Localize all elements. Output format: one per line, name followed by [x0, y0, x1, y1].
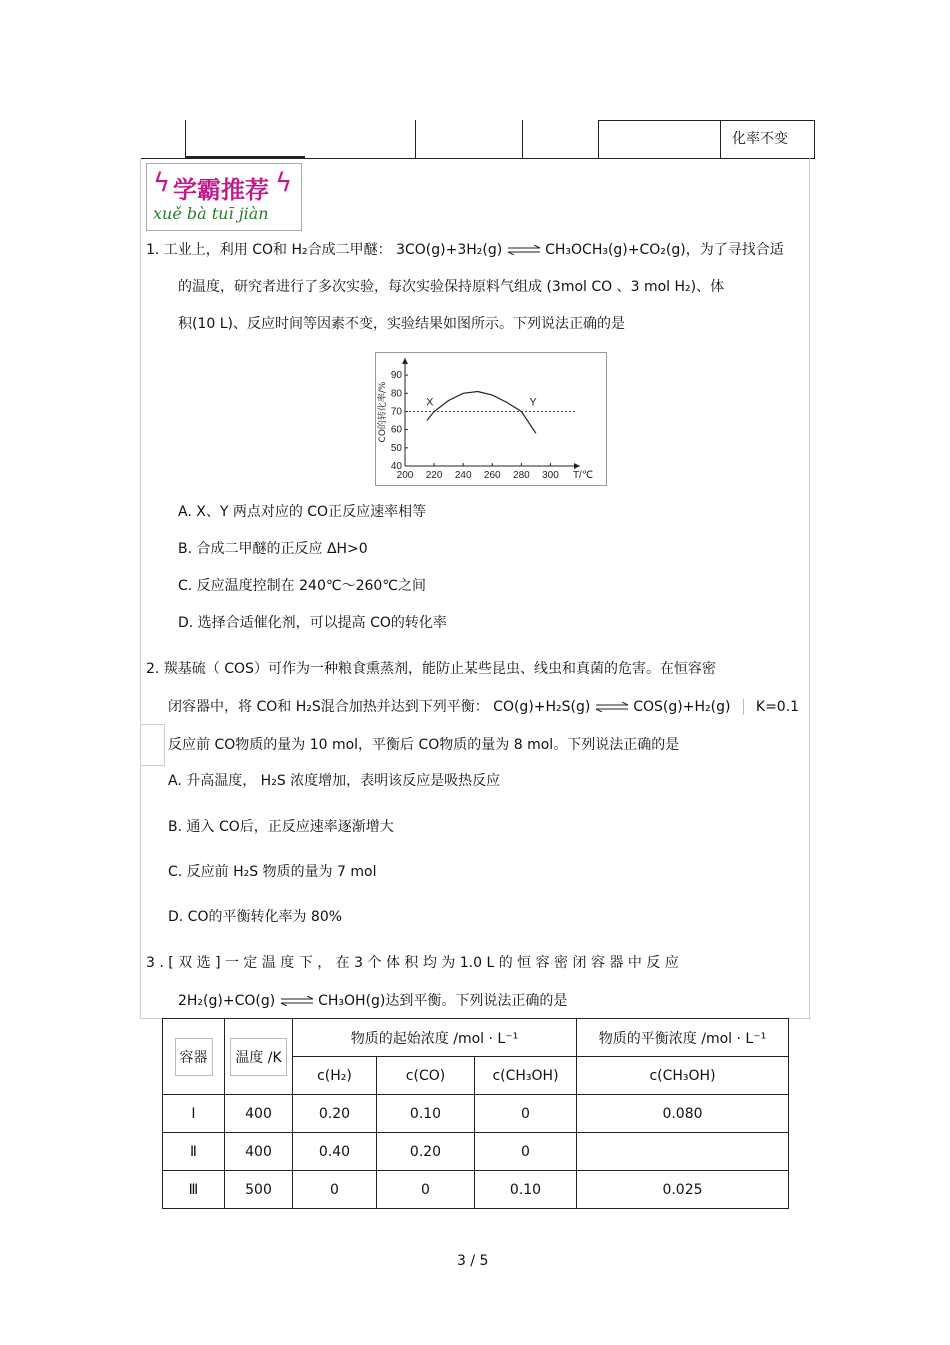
table-row — [163, 1095, 789, 1133]
q1-option-b: B. 合成二甲醚的正反应 ΔH>0 — [178, 541, 368, 557]
point-label-x: X — [426, 396, 434, 409]
x-tick-label: 300 — [542, 470, 559, 481]
x-tick-label: 280 — [513, 470, 530, 481]
x-tick-label: 240 — [454, 470, 472, 481]
x-tick-label: 220 — [425, 470, 443, 481]
x-axis-label: T/℃ — [572, 470, 594, 481]
q1-option-d: D. 选择合适催化剂，可以提高 CO的转化率 — [178, 615, 447, 631]
equilibrium-arrow-icon — [507, 245, 541, 255]
table-cell: Ⅲ — [163, 1171, 225, 1209]
y-tick-label: 60 — [390, 424, 402, 436]
left-margin-box — [140, 724, 165, 766]
table-cell: Ⅰ — [163, 1095, 225, 1133]
sub-header: c(CH₃OH) — [475, 1057, 577, 1095]
table-cell: 0 — [475, 1095, 577, 1133]
y-tick-label: 80 — [390, 388, 402, 400]
x-tick-label: 260 — [483, 470, 501, 481]
sub-header: c(H₂) — [293, 1057, 377, 1095]
header-initial-concentration: 物质的起始浓度 /mol · L⁻¹ — [293, 1019, 577, 1057]
table-cell: 0.40 — [293, 1133, 377, 1171]
table-cell: 0.10 — [377, 1095, 475, 1133]
table-cell — [577, 1133, 789, 1171]
equilibrium-arrow-icon — [280, 996, 314, 1006]
banner-pinyin: xuě bà tuī jiàn — [153, 204, 269, 223]
table-cell: 0.20 — [377, 1133, 475, 1171]
q1-option-c: C. 反应温度控制在 240℃～260℃之间 — [178, 578, 427, 594]
sub-header: c(CO) — [377, 1057, 475, 1095]
left-ornament-icon: ϟ — [153, 168, 171, 198]
table-cell: 400 — [225, 1133, 293, 1171]
conversion-chart — [375, 352, 607, 486]
table-cell: 400 — [225, 1095, 293, 1133]
q2-line3: 反应前 CO物质的量为 10 mol，平衡后 CO物质的量为 8 mol。下列说法正确的是 — [168, 737, 680, 753]
banner-title: 学霸推荐 — [173, 176, 269, 204]
y-tick-label: 50 — [390, 442, 402, 454]
q2-line2: 闭容器中，将 CO和 H₂S混合加热并达到下列平衡： CO(g)+H₂S(g) COS(g)+H₂(g) K=0.1 — [168, 699, 800, 715]
q2-option-a: A. 升高温度， H₂S 浓度增加，表明该反应是吸热反应 — [168, 773, 501, 789]
q3-line1: 3 . [ 双 选 ] 一 定 温 度 下 ， 在 3 个 体 积 均 为 1.0 L 的 恒 容 密 闭 容 器 中 反 应 — [146, 955, 679, 971]
table-cell: 0 — [475, 1133, 577, 1171]
q2-option-c: C. 反应前 H₂S 物质的量为 7 mol — [168, 864, 377, 880]
q3-line2: 2H₂(g)+CO(g) CH₃OH(g)达到平衡。下列说法正确的是 — [178, 993, 568, 1009]
q2-option-d: D. CO的平衡转化率为 80% — [168, 909, 343, 925]
header-equilibrium-concentration: 物质的平衡浓度 /mol · L⁻¹ — [577, 1019, 789, 1057]
table-cell: 500 — [225, 1171, 293, 1209]
table-cell: 0.080 — [577, 1095, 789, 1133]
table-cell: 0.10 — [475, 1171, 577, 1209]
q1-option-a: A. X、Y 两点对应的 CO正反应速率相等 — [178, 504, 427, 520]
table-cell: 0.20 — [293, 1095, 377, 1133]
point-label-y: Y — [529, 396, 537, 409]
table-cell: 0.025 — [577, 1171, 789, 1209]
right-ornament-icon: ϟ — [275, 168, 293, 198]
page-number: 3 / 5 — [457, 1253, 489, 1269]
y-tick-label: 40 — [390, 461, 402, 472]
header-temperature: 温度 /K — [225, 1019, 293, 1095]
q1-line2: 的温度，研究者进行了多次实验，每次实验保持原料气组成 (3mol CO 、3 mol H₂)、体 — [178, 279, 725, 295]
x-tick-label: 200 — [396, 470, 414, 481]
y-tick-label: 90 — [390, 370, 402, 382]
q1-line3: 积(10 L)、反应时间等因素不变，实验结果如图所示。下列说法正确的是 — [178, 316, 625, 332]
y-tick-label: 70 — [390, 406, 402, 418]
table-cell: 0 — [293, 1171, 377, 1209]
top-table-cell: 化率不变 — [732, 131, 788, 147]
y-axis-label: CO的转化率/% — [378, 381, 388, 443]
table-cell: Ⅱ — [163, 1133, 225, 1171]
equilibrium-table — [162, 1018, 789, 1209]
q2-line1: 2. 羰基硫（ COS）可作为一种粮食熏蒸剂，能防止某些昆虫、线虫和真菌的危害。在恒容密 — [146, 661, 716, 677]
sub-header: c(CH₃OH) — [577, 1057, 789, 1095]
q2-option-b: B. 通入 CO后，正反应速率逐渐增大 — [168, 819, 394, 835]
top-table-fragment — [140, 120, 815, 160]
q1-line1: 1. 工业上，利用 CO和 H₂合成二甲醚： 3CO(g)+3H₂(g) CH₃OCH₃(g)+CO₂(g)，为了寻找合适 — [146, 242, 784, 258]
recommend-banner — [146, 163, 302, 231]
header-container: 容器 — [163, 1019, 225, 1095]
table-row — [163, 1171, 789, 1209]
k-value: K=0.1 — [743, 699, 799, 715]
table-row — [163, 1133, 789, 1171]
table-cell: 0 — [377, 1171, 475, 1209]
equilibrium-arrow-icon — [595, 702, 629, 712]
